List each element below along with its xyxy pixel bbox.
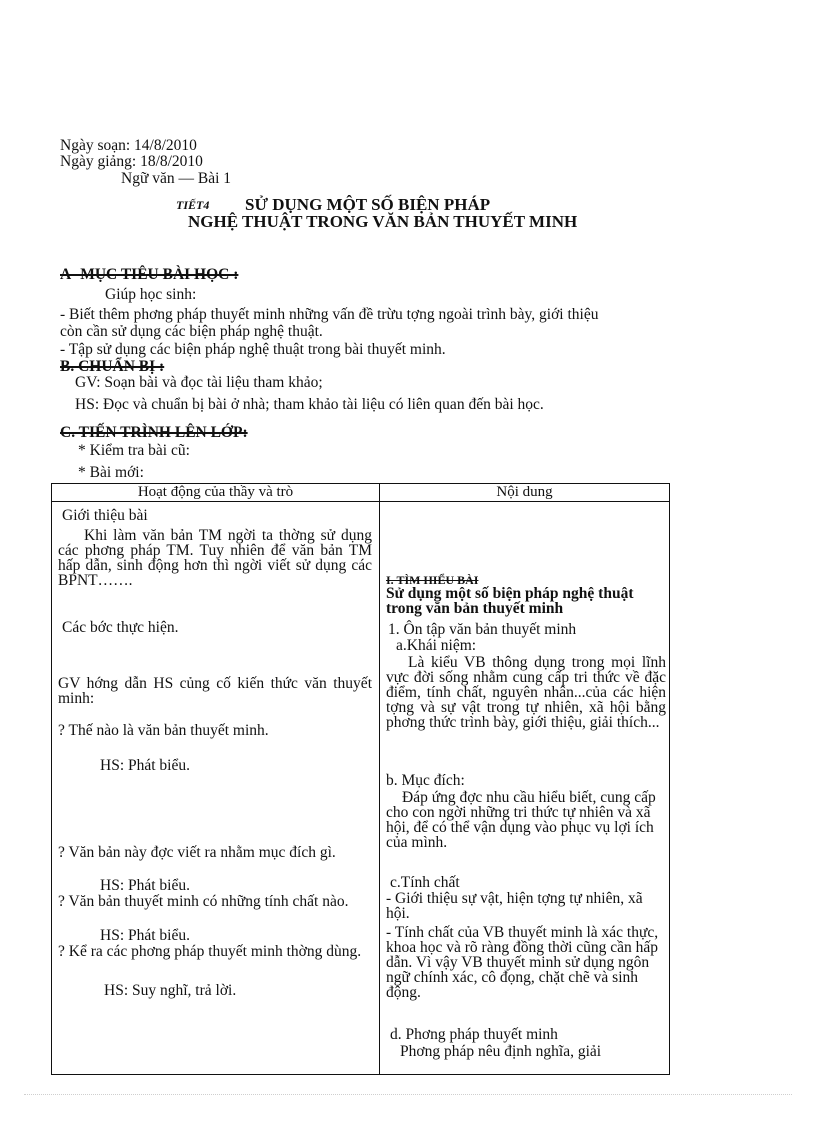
bai-moi: * Bài mới:	[78, 464, 144, 481]
phuong-phap-heading: d. Phơng pháp thuyết minh	[390, 1026, 558, 1043]
tinh-chat-item-1: - Giới thiệu sự vật, hiện tợng tự nhiên, xã hội.	[386, 890, 643, 922]
table-row	[52, 502, 670, 1075]
hs-answer-4: HS: Suy nghĩ, trả lời.	[104, 982, 237, 999]
kiem-tra-bai-cu: * Kiểm tra bài cũ:	[78, 442, 190, 459]
question-4: ? Kể ra các phơng pháp thuyết minh thờng dùng.	[58, 943, 362, 960]
hs-answer-2: HS: Phát biểu.	[100, 877, 190, 894]
section-a-heading: A- MỤC TIÊU BÀI HỌC :	[60, 266, 239, 283]
khai-niem-heading: a.Khái niệm:	[396, 637, 477, 654]
ngay-giang: Ngày giảng: 18/8/2010	[60, 153, 203, 170]
section-a-item1-line2: còn cần sử dụng các biện pháp nghệ thuật.	[60, 323, 323, 340]
col-header-activities: Hoạt động của thầy và trò	[52, 484, 380, 502]
question-3: ? Văn bản thuyết minh có những tính chất nào.	[58, 893, 349, 910]
phuong-phap-text: Phơng pháp nêu định nghĩa, giải	[400, 1043, 602, 1060]
section-a-intro: Giúp học sinh:	[105, 286, 197, 303]
title-line-2: NGHỆ THUẬT TRONG VĂN BẢN THUYẾT MINH	[188, 212, 578, 231]
activities-cell	[52, 502, 380, 1075]
page-bottom-divider	[24, 1094, 792, 1095]
content-cell	[380, 502, 670, 1075]
section-a-item2: - Tập sử dụng các biện pháp nghệ thuật trong bài thuyết minh.	[60, 341, 446, 358]
muc-dich-text: Đáp ứng đợc nhu cầu hiểu biết, cung cấp cho con ngời những tri thức tự nhiên và xã hội, để có thể vận dụng vào phục vụ lợi ích của mình.	[386, 789, 656, 851]
intro-paragraph: Khi làm văn bản TM ngời ta thờng sử dụng các phơng pháp TM. Tuy nhiên để văn bản TM hấp dẫn, sinh động hơn thì ngời viết sử dụng các BPNT…….	[58, 527, 372, 589]
question-1: ? Thế nào là văn bản thuyết minh.	[58, 722, 269, 739]
khai-niem-text: Là kiểu VB thông dụng trong mọi lĩnh vực đời sống nhằm cung cấp tri thức về đặc điểm, tính chất, nguyên nhân...của các hiện tợng và sự vật trong tự nhiên, xã hội bằng phơng thức trình bày, giới thiệu, giải thích...	[386, 654, 666, 731]
subject-lesson: Ngữ văn — Bài 1	[121, 170, 231, 187]
ngay-soan: Ngày soạn: 14/8/2010	[60, 137, 197, 154]
bold-topic-title: Sử dụng một số biện pháp nghệ thuật trong văn bản thuyết minh	[386, 585, 634, 617]
section-b-heading: B. CHUẨN BỊ :	[60, 358, 165, 375]
col-header-content: Nội dung	[380, 484, 670, 502]
hs-answer-1: HS: Phát biểu.	[100, 757, 190, 774]
tiet-label: TIẾT4	[176, 198, 210, 212]
gv-huong-dan: GV hớng dẫn HS củng cố kiến thức văn thuyết minh:	[58, 675, 372, 707]
question-2: ? Văn bản này đợc viết ra nhằm mục đích gì.	[58, 844, 336, 861]
tinh-chat-item-2: - Tính chất của VB thuyết minh là xác thực, khoa học và rõ ràng đồng thời cũng cần hấp dẫn. Vì vậy VB thuyết minh sử dụng ngôn ngữ chính xác, cô đọng, chặt chẽ và sinh động.	[386, 924, 659, 1001]
section-b-gv: GV: Soạn bài và đọc tài liệu tham khảo;	[75, 374, 323, 391]
gioi-thieu-bai: Giới thiệu bài	[62, 507, 148, 524]
hs-answer-3: HS: Phát biểu.	[100, 927, 190, 944]
section-a-item1-line1: - Biết thêm phơng pháp thuyết minh những vấn đề trừu tợng ngoài trình bày, giới thiệu	[60, 306, 599, 323]
section-i-title: I. TÌM HIỂU BÀI	[386, 573, 479, 587]
on-tap-heading: 1. Ôn tập văn bản thuyết minh	[388, 621, 577, 638]
section-b-hs: HS: Đọc và chuẩn bị bài ở nhà; tham khảo tài liệu có liên quan đến bài học.	[75, 396, 544, 413]
section-c-heading: C. TIẾN TRÌNH LÊN LỚP:	[60, 424, 248, 441]
title-line-1: SỬ DỤNG MỘT SỐ BIỆN PHÁP	[245, 195, 491, 214]
lesson-table	[51, 483, 670, 1075]
table-header-row	[52, 484, 670, 502]
muc-dich-heading: b. Mục đích:	[386, 772, 465, 789]
cac-buoc-thuc-hien: Các bớc thực hiện.	[62, 619, 179, 636]
tinh-chat-heading: c.Tính chất	[390, 874, 460, 891]
